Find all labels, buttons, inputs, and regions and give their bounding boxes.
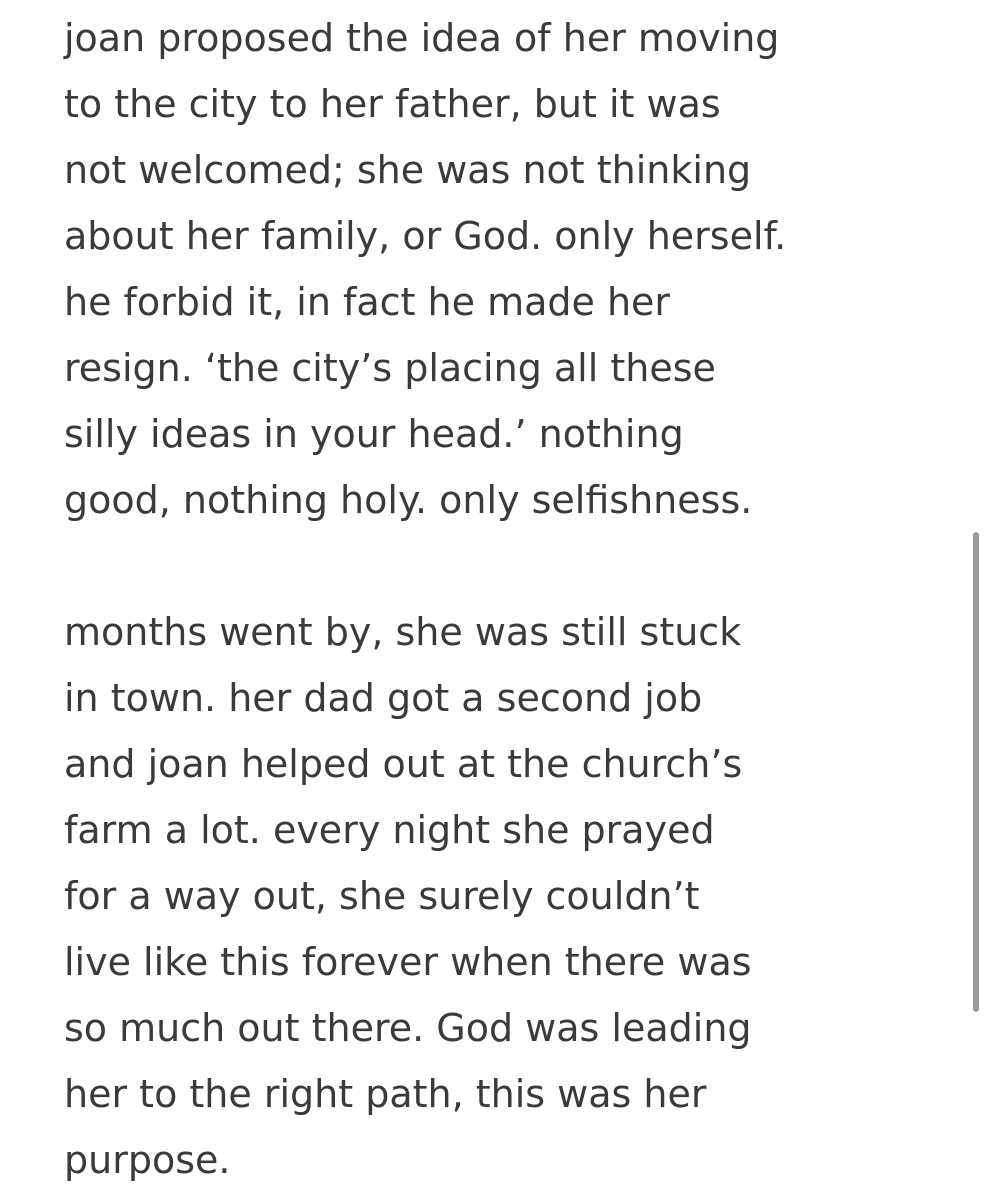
text-line: farm a lot. every night she prayed (64, 808, 715, 852)
text-line: so much out there. God was leading (64, 1006, 752, 1050)
text-line: resign. ‘the city’s placing all these (64, 346, 716, 390)
text-line: joan proposed the idea of her moving (64, 16, 780, 60)
text-line: not welcomed; she was not thinking (64, 148, 752, 192)
text-line: for a way out, she surely couldn’t (64, 874, 700, 918)
text-line: months went by, she was still stuck (64, 610, 742, 654)
text-line: in town. her dad got a second job (64, 676, 703, 720)
text-line: live like this forever when there was (64, 940, 752, 984)
text-line: about her family, or God. only herself. (64, 214, 787, 258)
text-line: silly ideas in your head.’ nothing (64, 412, 684, 456)
text-line: he forbid it, in fact he made her (64, 280, 671, 324)
text-line: purpose. (64, 1138, 231, 1182)
text-line: good, nothing holy. only selfishness. (64, 478, 753, 522)
text-line: her to the right path, this was her (64, 1072, 707, 1116)
text-line: and joan helped out at the church’s (64, 742, 743, 786)
vertical-scrollbar[interactable] (973, 532, 979, 1012)
text-line: to the city to her father, but it was (64, 82, 721, 126)
